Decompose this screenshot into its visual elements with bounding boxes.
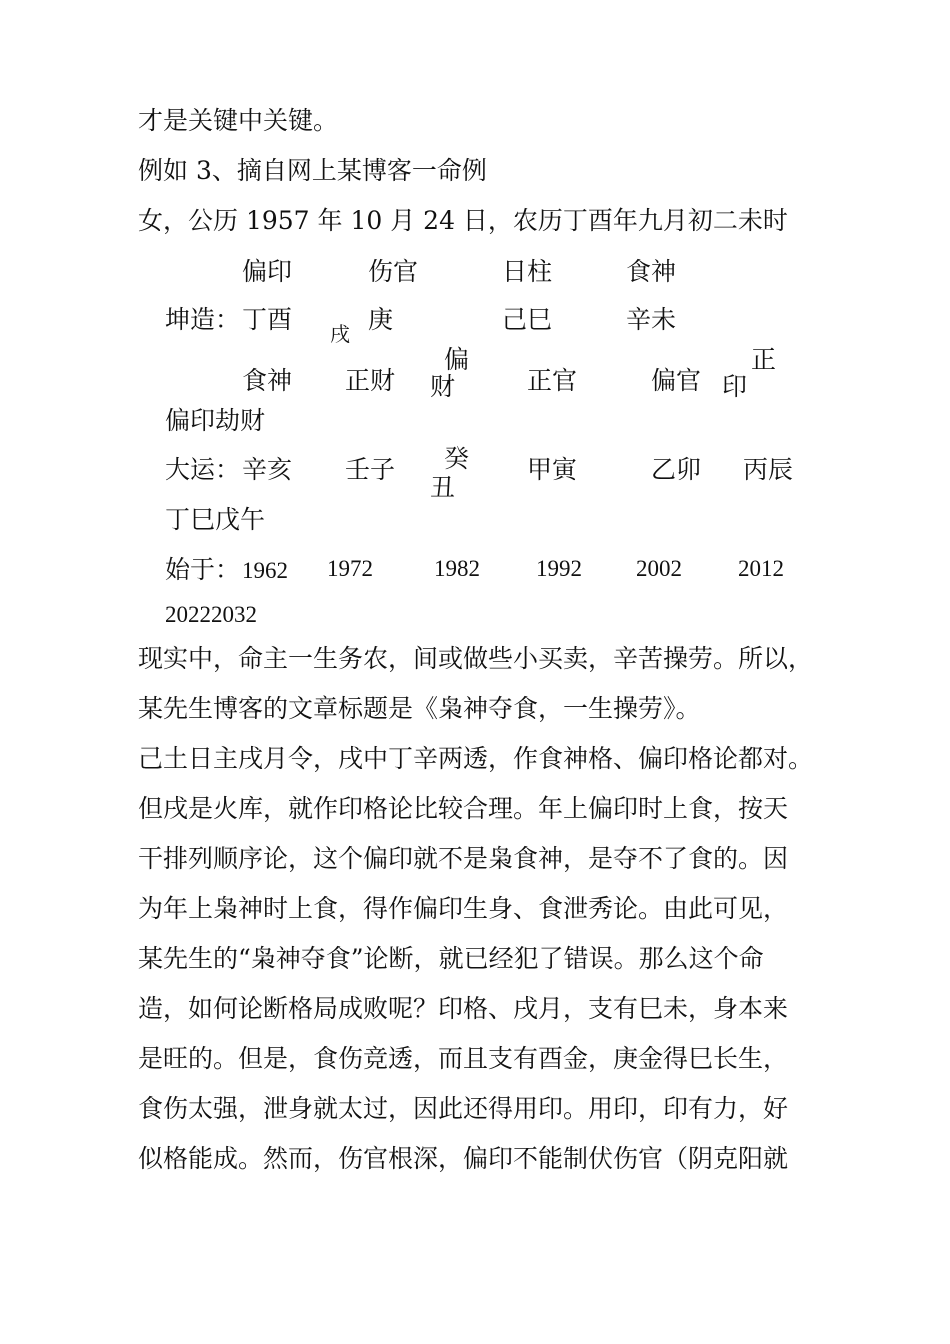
luck-god-6-fragment: 印 bbox=[722, 372, 748, 401]
body-line: 现实中，命主一生务农，间或做些小买卖，辛苦操劳。所以， bbox=[138, 644, 814, 673]
intro-line-2: 例如 3、摘自网上某博客一命例 bbox=[138, 156, 487, 185]
pillar-month: 庚 bbox=[368, 305, 394, 334]
luck-god-5: 偏官 bbox=[651, 366, 702, 395]
start-year-5: 2002 bbox=[636, 556, 682, 581]
luck-pillar-2: 壬子 bbox=[345, 455, 396, 484]
luck-gods-wrap: 偏印劫财 bbox=[165, 406, 266, 435]
body-line: 己土日主戌月令，戌中丁辛两透，作食神格、偏印格论都对。 bbox=[138, 744, 814, 773]
pillar-hour: 辛未 bbox=[626, 305, 677, 334]
start-year-3: 1982 bbox=[434, 556, 480, 581]
luck-pillar-1: 辛亥 bbox=[242, 455, 293, 484]
luck-god-3-fragment: 财 bbox=[430, 372, 456, 401]
luck-god-3: 偏 bbox=[444, 345, 470, 374]
start-year-4: 1992 bbox=[536, 556, 582, 581]
luck-god-6: 正 bbox=[751, 345, 777, 374]
luck-pillar-4: 甲寅 bbox=[527, 455, 578, 484]
pillar-day: 己巳 bbox=[502, 305, 553, 334]
da-yun-label: 大运： bbox=[165, 455, 241, 484]
pillar-year: 丁酉 bbox=[242, 305, 293, 334]
start-year-1: 1962 bbox=[242, 558, 288, 583]
body-line: 似格能成。然而，伤官根深，偏印不能制伏伤官（阴克阳就 bbox=[138, 1144, 789, 1173]
luck-god-4: 正官 bbox=[527, 366, 578, 395]
birth-info-line: 女，公历 1957 年 10 月 24 日，农历丁酉年九月初二未时 bbox=[138, 206, 788, 235]
body-line: 造，如何论断格局成败呢？印格、戌月，支有巳未，身本来 bbox=[138, 994, 789, 1023]
stem-god-month: 伤官 bbox=[368, 257, 419, 286]
stem-god-hour: 食神 bbox=[626, 257, 677, 286]
start-year-6: 2012 bbox=[738, 556, 784, 581]
kun-zao-label: 坤造： bbox=[165, 305, 241, 334]
body-line: 干排列顺序论，这个偏印就不是枭食神，是夺不了食的。因 bbox=[138, 844, 789, 873]
luck-pillar-3-fragment: 丑 bbox=[430, 473, 456, 502]
stem-god-year: 偏印 bbox=[242, 257, 293, 286]
pillar-month-fragment: 戌 bbox=[330, 322, 350, 346]
luck-pillar-3: 癸 bbox=[444, 444, 470, 473]
luck-pillar-5: 乙卯 bbox=[651, 455, 702, 484]
body-line: 是旺的。但是，食伤竞透，而且支有酉金，庚金得巳长生， bbox=[138, 1044, 789, 1073]
start-years-wrap: 20222032 bbox=[165, 602, 257, 627]
luck-pillar-6: 丙辰 bbox=[743, 455, 794, 484]
stem-god-day: 日柱 bbox=[502, 257, 553, 286]
body-line: 某先生博客的文章标题是《枭神夺食，一生操劳》。 bbox=[138, 694, 701, 723]
luck-god-2: 正财 bbox=[345, 366, 396, 395]
intro-line-1: 才是关键中关键。 bbox=[138, 106, 339, 135]
body-line: 但戌是火库，就作印格论比较合理。年上偏印时上食，按天 bbox=[138, 794, 789, 823]
start-year-2: 1972 bbox=[327, 556, 373, 581]
luck-pillars-wrap: 丁巳戊午 bbox=[165, 505, 266, 534]
body-line: 食伤太强，泄身就太过，因此还得用印。用印，印有力，好 bbox=[138, 1094, 789, 1123]
body-line: 某先生的“枭神夺食”论断，就已经犯了错误。那么这个命 bbox=[138, 944, 764, 973]
start-label: 始于： bbox=[165, 555, 241, 584]
luck-god-1: 食神 bbox=[242, 366, 293, 395]
body-line: 为年上枭神时上食，得作偏印生身、食泄秀论。由此可见， bbox=[138, 894, 789, 923]
